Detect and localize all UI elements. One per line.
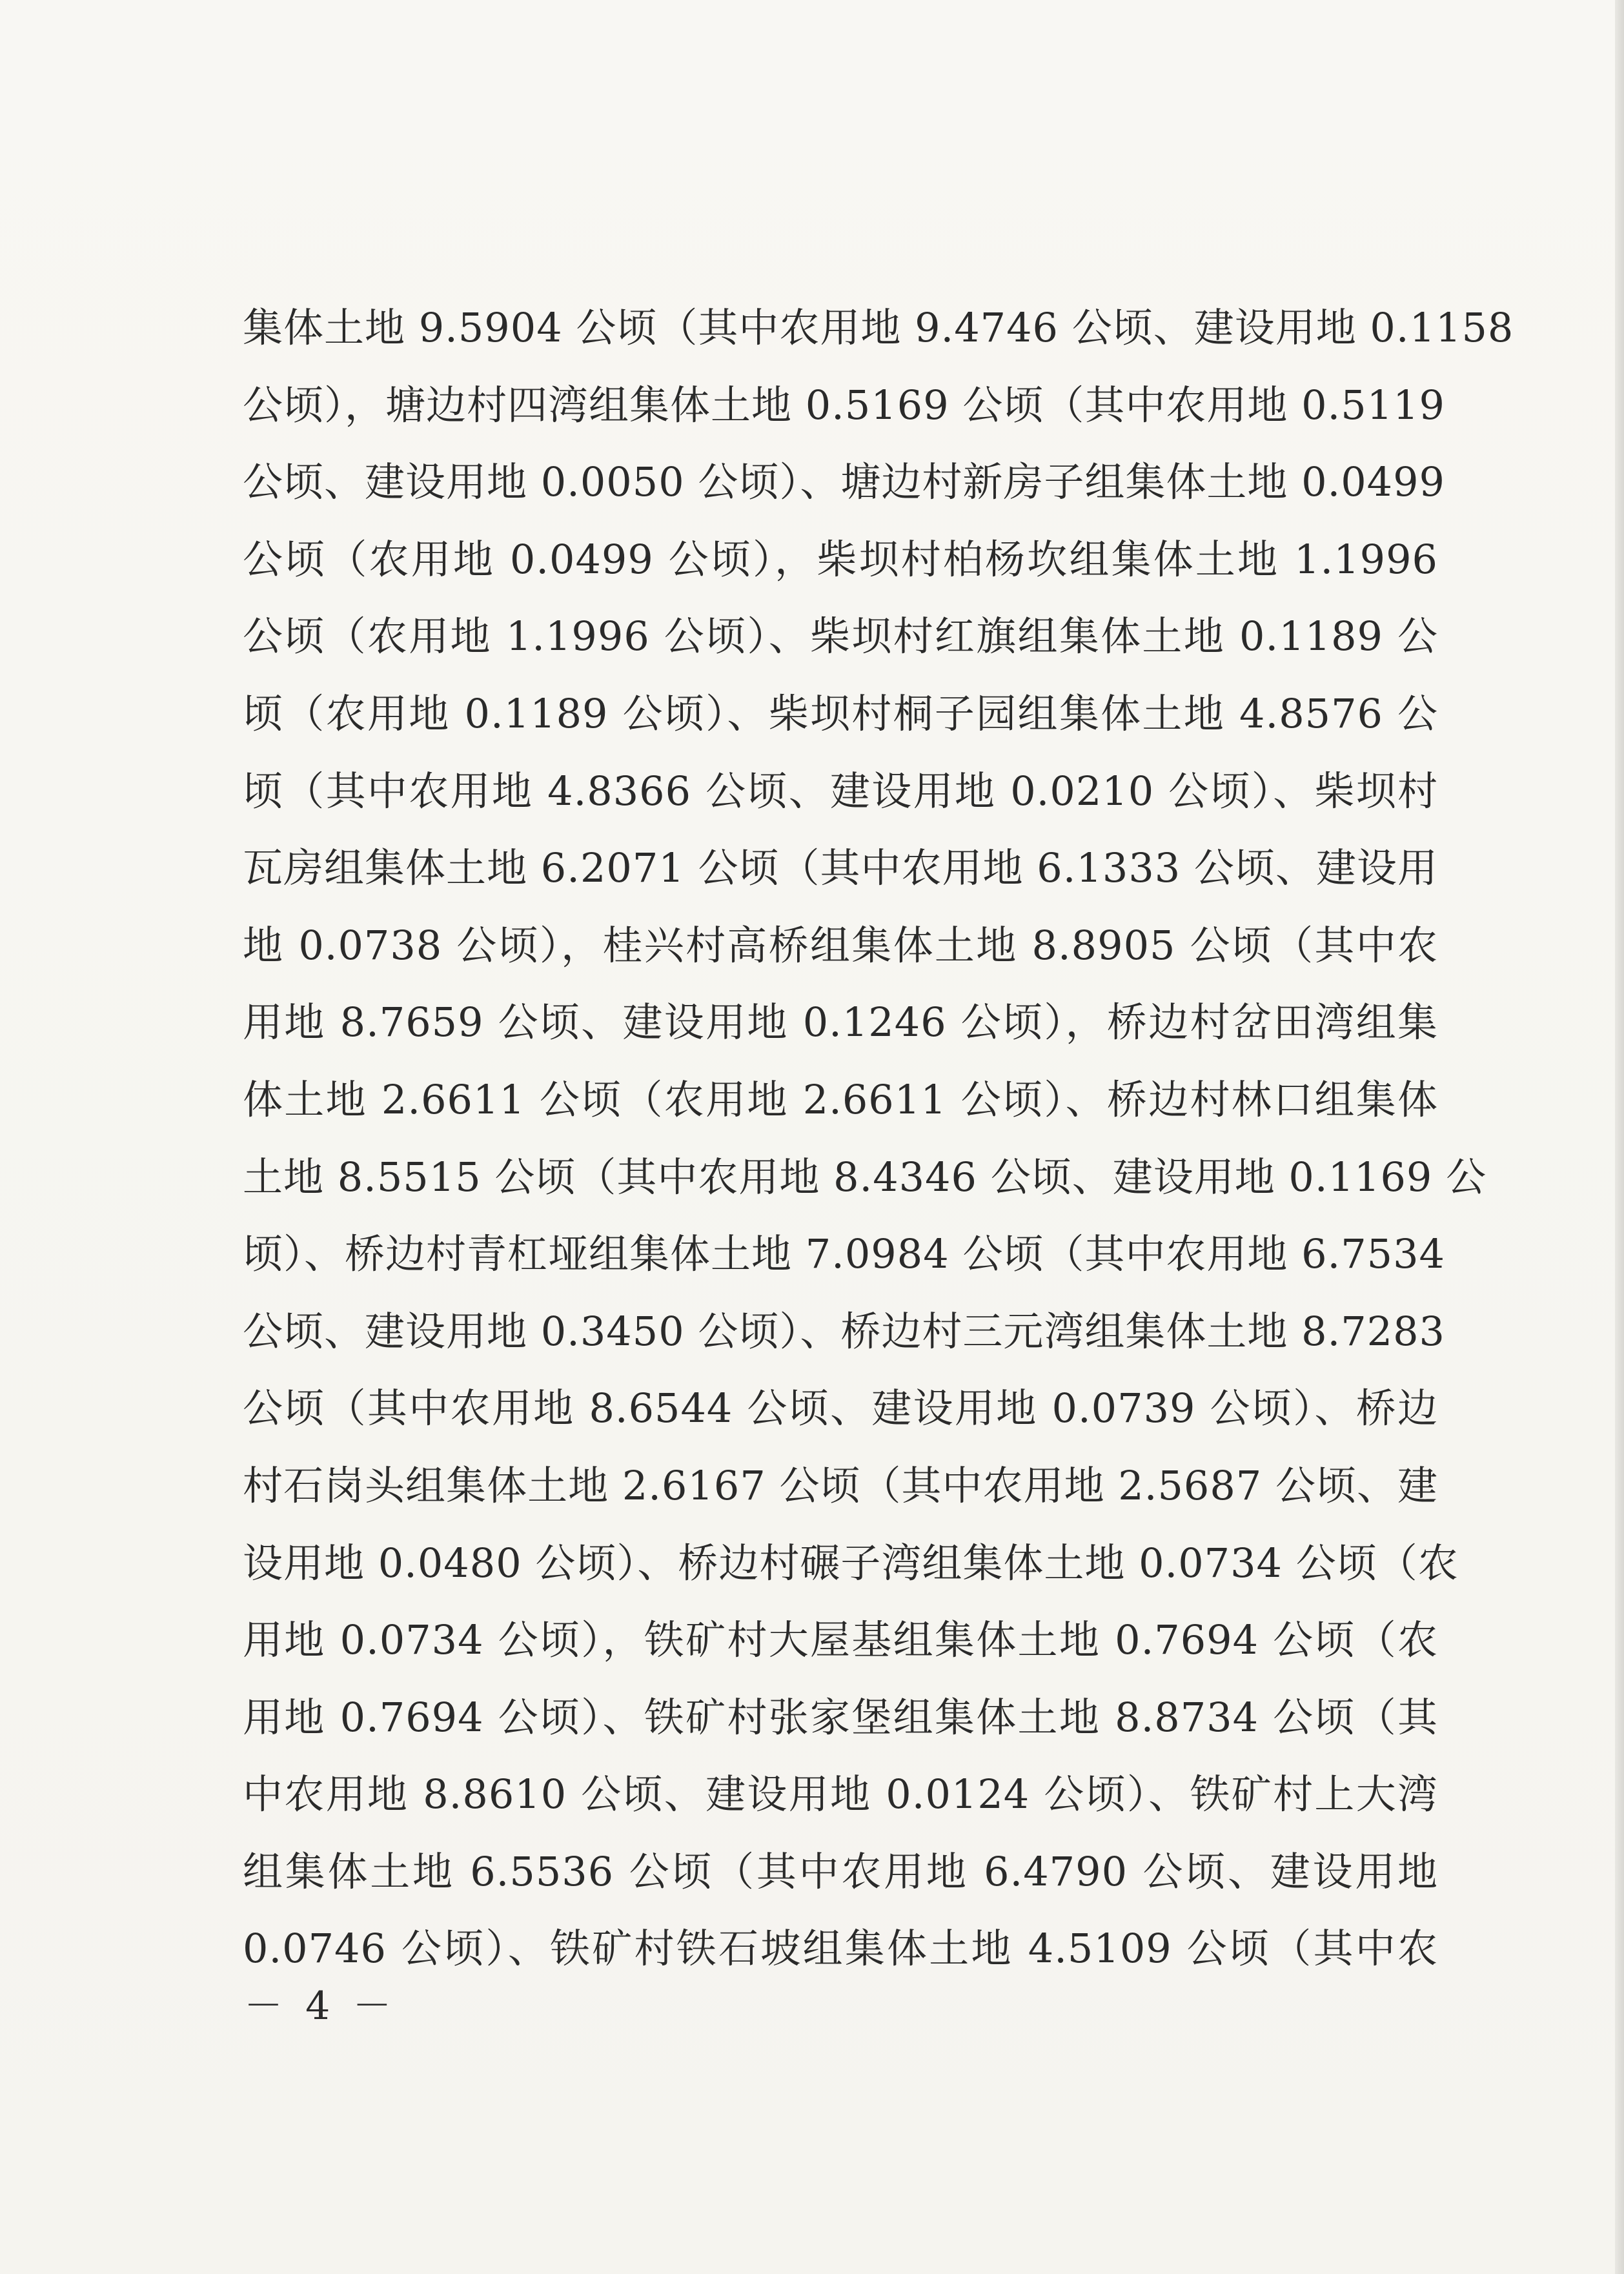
text-line: 公顷（农用地 1.1996 公顷）、柴坝村红旗组集体土地 0.1189 公 (243, 613, 1438, 660)
text-line: 地 0.0738 公顷），桂兴村高桥组集体土地 8.8905 公顷（其中农 (243, 921, 1438, 969)
text-line: 瓦房组集体土地 6.2071 公顷（其中农用地 6.1333 公顷、建设用 (243, 844, 1438, 892)
text-line: 公顷），塘边村四湾组集体土地 0.5169 公顷（其中农用地 0.5119 (243, 381, 1446, 429)
text-line: 用地 0.0734 公顷），铁矿村大屋基组集体土地 0.7694 公顷（农 (243, 1616, 1438, 1664)
body-text (243, 289, 1514, 1987)
text-line: 顷（农用地 0.1189 公顷）、柴坝村桐子园组集体土地 4.8576 公 (243, 689, 1438, 737)
text-line: 用地 0.7694 公顷）、铁矿村张家堡组集体土地 8.8734 公顷（其 (243, 1693, 1438, 1741)
text-line: 体土地 2.6611 公顷（农用地 2.6611 公顷）、桥边村林口组集体 (243, 1075, 1438, 1123)
page-edge (1615, 0, 1624, 2274)
text-line: 中农用地 8.8610 公顷、建设用地 0.0124 公顷）、铁矿村上大湾 (243, 1771, 1438, 1818)
page-number: － 4 － (244, 1984, 397, 2029)
text-line: 顷（其中农用地 4.8366 公顷、建设用地 0.0210 公顷）、柴坝村 (243, 767, 1438, 815)
text-line: 集体土地 9.5904 公顷（其中农用地 9.4746 公顷、建设用地 0.1158 (243, 304, 1514, 351)
text-line: 公顷（农用地 0.0499 公顷），柴坝村柏杨坎组集体土地 1.1996 (243, 535, 1438, 583)
text-line: 顷）、桥边村青杠垭组集体土地 7.0984 公顷（其中农用地 6.7534 (243, 1230, 1446, 1278)
text-line: 公顷、建设用地 0.0050 公顷）、塘边村新房子组集体土地 0.0499 (243, 458, 1446, 506)
text-line: 用地 8.7659 公顷、建设用地 0.1246 公顷），桥边村岔田湾组集 (243, 999, 1438, 1046)
text-line: 组集体土地 6.5536 公顷（其中农用地 6.4790 公顷、建设用地 (243, 1847, 1438, 1895)
text-line: 设用地 0.0480 公顷）、桥边村碾子湾组集体土地 0.0734 公顷（农 (243, 1539, 1459, 1587)
text-line: 0.0746 公顷）、铁矿村铁石坡组集体土地 4.5109 公顷（其中农 (243, 1925, 1438, 1973)
text-line: 村石岗头组集体土地 2.6167 公顷（其中农用地 2.5687 公顷、建 (243, 1461, 1438, 1509)
text-line: 公顷（其中农用地 8.6544 公顷、建设用地 0.0739 公顷）、桥边 (243, 1385, 1438, 1432)
text-line: 土地 8.5515 公顷（其中农用地 8.4346 公顷、建设用地 0.1169 公 (243, 1153, 1487, 1201)
text-line: 公顷、建设用地 0.3450 公顷）、桥边村三元湾组集体土地 8.7283 (243, 1307, 1446, 1355)
